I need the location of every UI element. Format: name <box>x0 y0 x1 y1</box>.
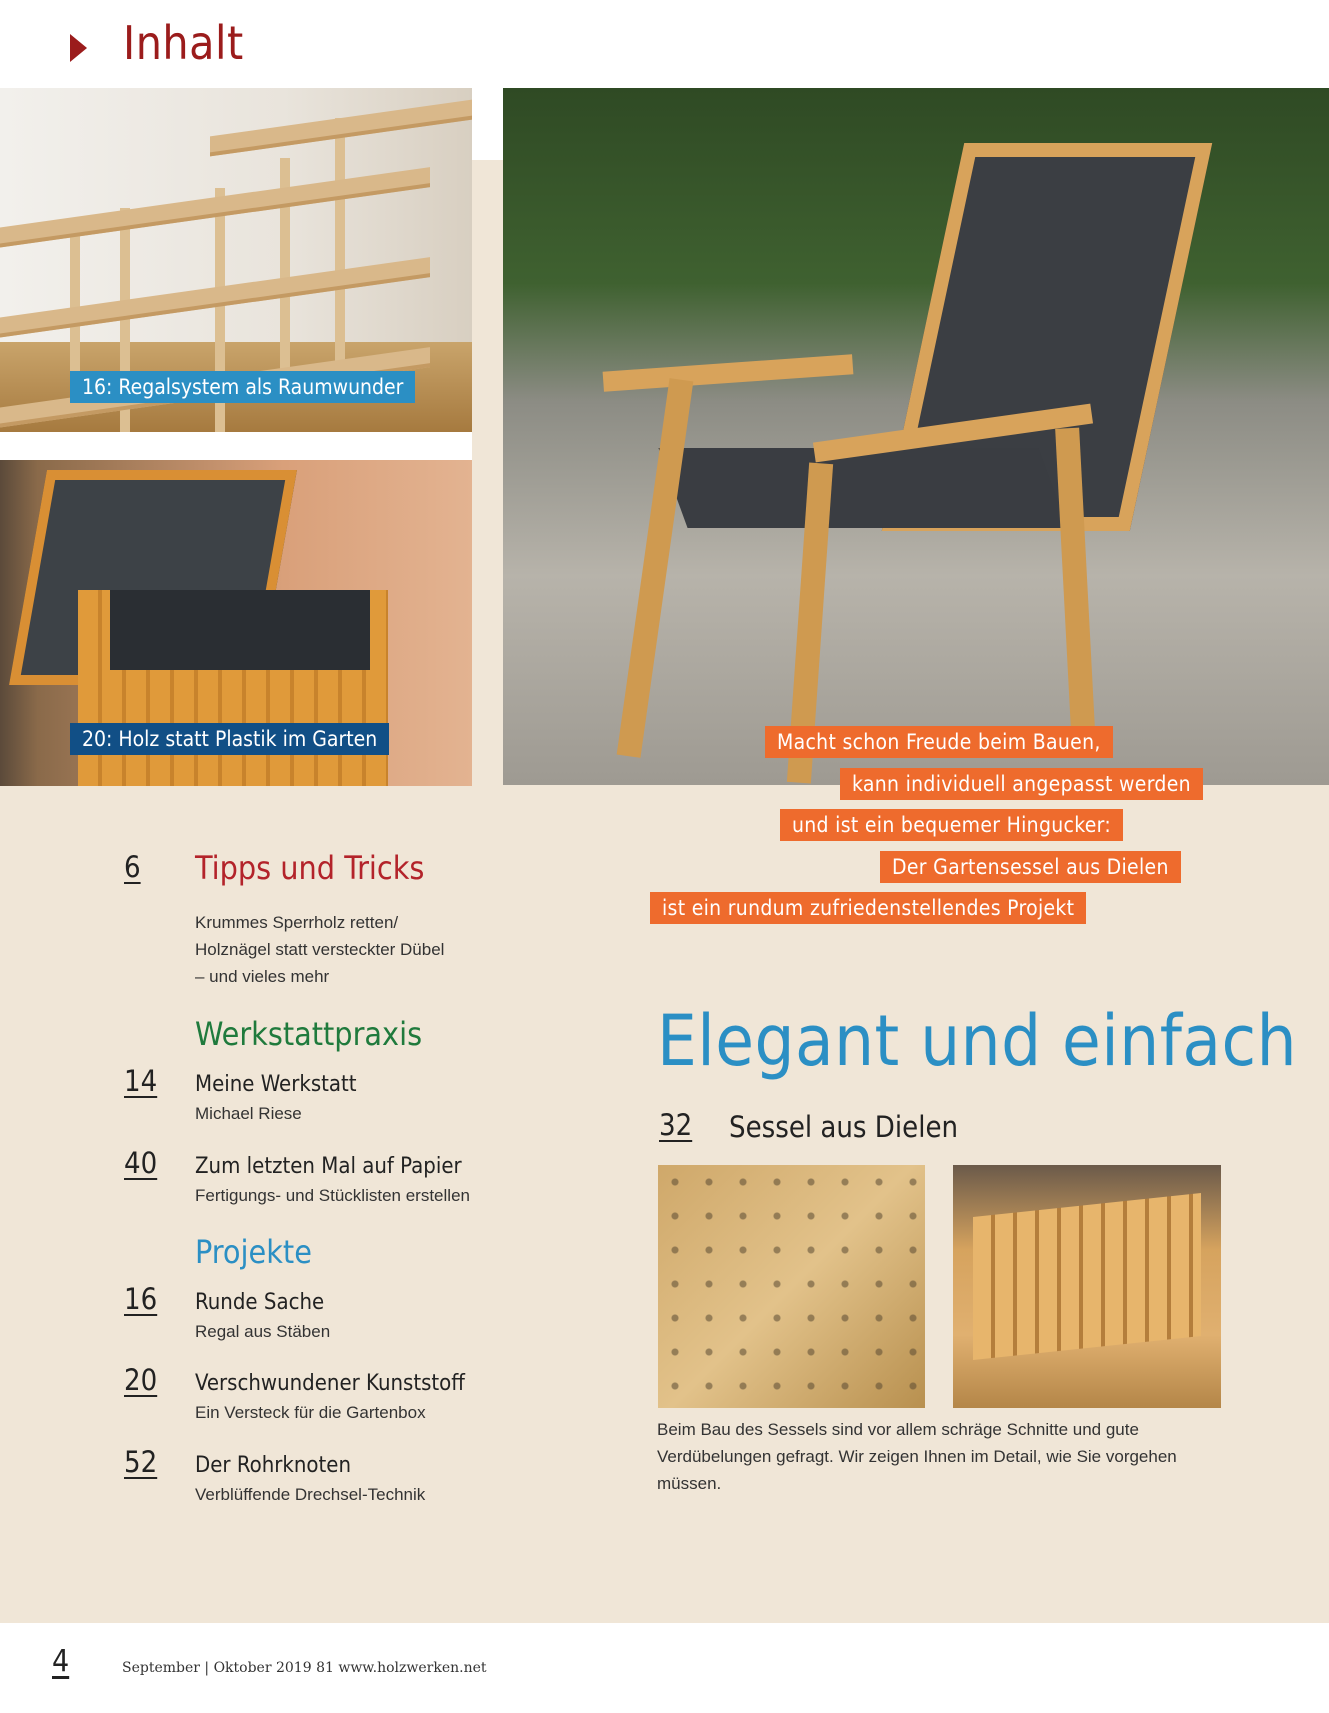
shelf-photo[interactable] <box>0 88 472 432</box>
feature-heading: Elegant und einfach <box>657 1000 1298 1082</box>
box-inner-shape <box>110 590 370 670</box>
toc-item-title[interactable]: Der Rohrknoten <box>195 1453 351 1478</box>
feature-page-number[interactable]: 32 <box>659 1108 693 1142</box>
toc-item-subtitle: Ein Versteck für die Gartenbox <box>195 1403 426 1422</box>
toc-page-number[interactable]: 40 <box>124 1146 158 1180</box>
toc-item-title[interactable]: Zum letzten Mal auf Papier <box>195 1154 462 1179</box>
section-heading-projekte: Projekte <box>195 1233 312 1271</box>
background-strip <box>472 160 503 785</box>
toc-item-title[interactable]: Runde Sache <box>195 1290 325 1315</box>
workbench-photo-right[interactable] <box>953 1165 1221 1408</box>
feature-title[interactable]: Sessel aus Dielen <box>729 1110 959 1144</box>
shelf-photo-caption: 16: Regalsystem als Raumwunder <box>70 371 415 403</box>
chair-slats-shape <box>973 1193 1201 1360</box>
chair-caption-line: kann individuell angepasst werden <box>840 768 1203 800</box>
toc-page-number[interactable]: 20 <box>124 1363 158 1397</box>
bench-holes-pattern <box>658 1165 925 1408</box>
chair-leg-shape <box>617 378 694 758</box>
shelf-leg <box>335 118 345 378</box>
workbench-photo-left[interactable] <box>658 1165 925 1408</box>
toc-item-title[interactable]: Verschwundener Kunststoff <box>195 1371 465 1396</box>
chair-caption-line: Macht schon Freude beim Bauen, <box>765 726 1113 758</box>
tipps-teaser-line: Krummes Sperrholz retten/ <box>195 913 399 932</box>
tipps-teaser-line: – und vieles mehr <box>195 967 330 986</box>
garden-chair-photo[interactable] <box>503 88 1329 785</box>
toc-item-subtitle: Verblüffende Drechsel-Technik <box>195 1485 426 1504</box>
toc-item-subtitle: Michael Riese <box>195 1104 302 1123</box>
page-number: 4 <box>52 1644 70 1679</box>
chair-caption-line: und ist ein bequemer Hingucker: <box>780 809 1123 841</box>
chair-armrest-shape <box>603 354 854 391</box>
footer-issue-text: September | Oktober 2019 81 www.holzwerken.net <box>122 1660 487 1676</box>
chair-seat-shape <box>658 448 1067 528</box>
tipps-teaser-line: Holznägel statt versteckter Dübel <box>195 940 445 959</box>
toc-item-subtitle: Regal aus Stäben <box>195 1322 331 1341</box>
play-arrow-icon <box>70 34 87 62</box>
toc-page-number[interactable]: 14 <box>124 1064 158 1098</box>
garden-box-photo[interactable] <box>0 460 472 786</box>
feature-description: Beim Bau des Sessels sind vor allem schräge Schnitte und gute Verdübelungen gefragt. Wir zeigen Ihnen im Detail, wie Sie vorgehen müssen. <box>657 1420 1177 1493</box>
section-heading-werkstattpraxis: Werkstattpraxis <box>195 1015 423 1053</box>
box-photo-caption: 20: Holz statt Plastik im Garten <box>70 723 389 755</box>
section-heading-tipps[interactable]: Tipps und Tricks <box>195 849 425 887</box>
chair-caption-line: ist ein rundum zufriedenstellendes Projekt <box>650 892 1086 924</box>
chair-caption-line: Der Gartensessel aus Dielen <box>880 851 1181 883</box>
toc-item-title[interactable]: Meine Werkstatt <box>195 1072 357 1097</box>
toc-page-number[interactable]: 6 <box>124 850 141 884</box>
page-title: Inhalt <box>123 16 244 70</box>
toc-page-number[interactable]: 16 <box>124 1282 158 1316</box>
toc-page-number[interactable]: 52 <box>124 1445 158 1479</box>
toc-item-subtitle: Fertigungs- und Stücklisten erstellen <box>195 1186 470 1205</box>
